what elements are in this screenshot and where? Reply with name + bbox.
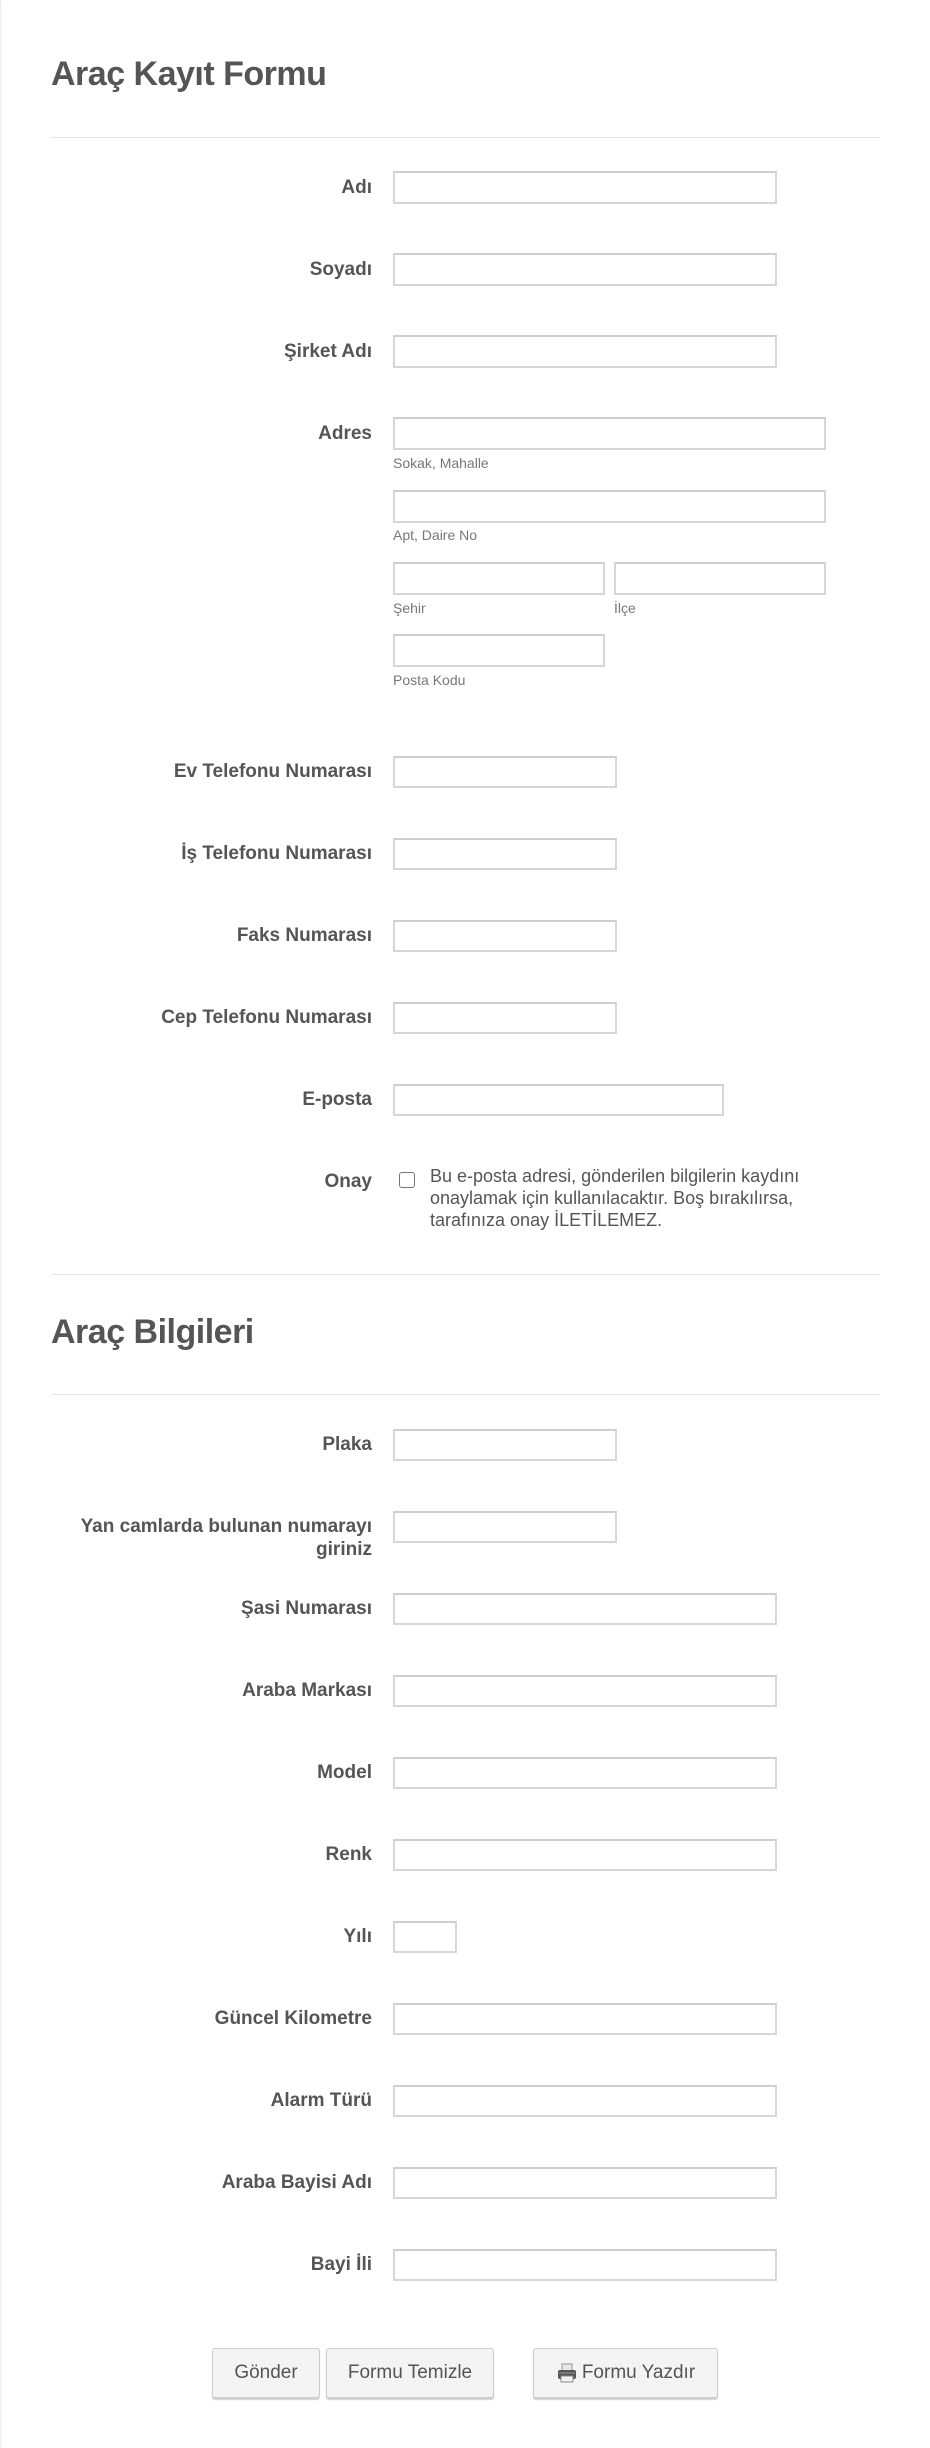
plate-input[interactable] bbox=[393, 1429, 617, 1461]
company-label: Şirket Adı bbox=[284, 341, 372, 362]
alarm-type-label: Alarm Türü bbox=[270, 2090, 372, 2111]
chassis-label: Şasi Numarası bbox=[241, 1598, 372, 1619]
year-label: Yılı bbox=[343, 1926, 372, 1947]
year-input[interactable] bbox=[393, 1921, 457, 1953]
dealer-name-input[interactable] bbox=[393, 2167, 777, 2199]
window-number-input[interactable] bbox=[393, 1511, 617, 1543]
chassis-input[interactable] bbox=[393, 1593, 777, 1625]
consent-text: Bu e-posta adresi, gönderilen bilgilerin kaydını onaylamak için kullanılacaktır. Boş bırakılırsa, tarafınıza onay İLETİLEMEZ. bbox=[430, 1166, 800, 1230]
home-phone-label: Ev Telefonu Numarası bbox=[173, 761, 372, 782]
last-name-input[interactable] bbox=[393, 253, 777, 286]
district-sublabel: İlçe bbox=[614, 600, 636, 616]
city-input[interactable] bbox=[393, 562, 605, 595]
print-button-label: Formu Yazdır bbox=[581, 2362, 696, 2383]
mileage-input[interactable] bbox=[393, 2003, 777, 2035]
postal-code-sublabel: Posta Kodu bbox=[393, 672, 466, 688]
section-divider bbox=[51, 1274, 880, 1275]
plate-label: Plaka bbox=[322, 1434, 372, 1455]
mileage-label: Güncel Kilometre bbox=[214, 2008, 372, 2029]
make-input[interactable] bbox=[393, 1675, 777, 1707]
email-label: E-posta bbox=[302, 1089, 372, 1110]
model-label: Model bbox=[317, 1762, 372, 1783]
first-name-input[interactable] bbox=[393, 171, 777, 204]
apt-sublabel: Apt, Daire No bbox=[393, 527, 478, 543]
printer-icon bbox=[556, 2362, 578, 2384]
alarm-type-input[interactable] bbox=[393, 2085, 777, 2117]
consent-checkbox[interactable] bbox=[399, 1172, 415, 1188]
postal-code-input[interactable] bbox=[393, 634, 605, 667]
dealer-name-label: Araba Bayisi Adı bbox=[221, 2172, 372, 2193]
section-title-vehicle: Araç Bilgileri bbox=[51, 1313, 254, 1351]
last-name-label: Soyadı bbox=[309, 259, 372, 280]
district-input[interactable] bbox=[614, 562, 826, 595]
work-phone-input[interactable] bbox=[393, 838, 617, 870]
page-left-border bbox=[0, 0, 1, 2448]
city-sublabel: Şehir bbox=[393, 600, 426, 616]
street-sublabel: Sokak, Mahalle bbox=[393, 455, 489, 471]
fax-label: Faks Numarası bbox=[236, 925, 372, 946]
color-label: Renk bbox=[325, 1844, 372, 1865]
dealer-city-label: Bayi İli bbox=[310, 2254, 372, 2275]
reset-button[interactable]: Formu Temizle bbox=[326, 2348, 494, 2398]
section-divider bbox=[51, 1394, 880, 1395]
color-input[interactable] bbox=[393, 1839, 777, 1871]
mobile-phone-input[interactable] bbox=[393, 1002, 617, 1034]
submit-button[interactable]: Gönder bbox=[212, 2348, 320, 2398]
work-phone-label: İş Telefonu Numarası bbox=[181, 843, 372, 864]
consent-label: Onay bbox=[324, 1171, 372, 1192]
window-number-label: Yan camlarda bulunan numarayı giriniz bbox=[80, 1516, 372, 1560]
section-divider bbox=[51, 137, 880, 138]
dealer-city-input[interactable] bbox=[393, 2249, 777, 2281]
address-label: Adres bbox=[318, 423, 372, 444]
home-phone-input[interactable] bbox=[393, 756, 617, 788]
make-label: Araba Markası bbox=[242, 1680, 372, 1701]
street-input[interactable] bbox=[393, 417, 826, 450]
first-name-label: Adı bbox=[341, 177, 372, 198]
page-title: Araç Kayıt Formu bbox=[51, 55, 327, 93]
email-input[interactable] bbox=[393, 1084, 724, 1116]
company-input[interactable] bbox=[393, 335, 777, 368]
fax-input[interactable] bbox=[393, 920, 617, 952]
model-input[interactable] bbox=[393, 1757, 777, 1789]
print-button[interactable] bbox=[533, 2348, 718, 2398]
apt-input[interactable] bbox=[393, 490, 826, 523]
mobile-phone-label: Cep Telefonu Numarası bbox=[161, 1007, 372, 1028]
